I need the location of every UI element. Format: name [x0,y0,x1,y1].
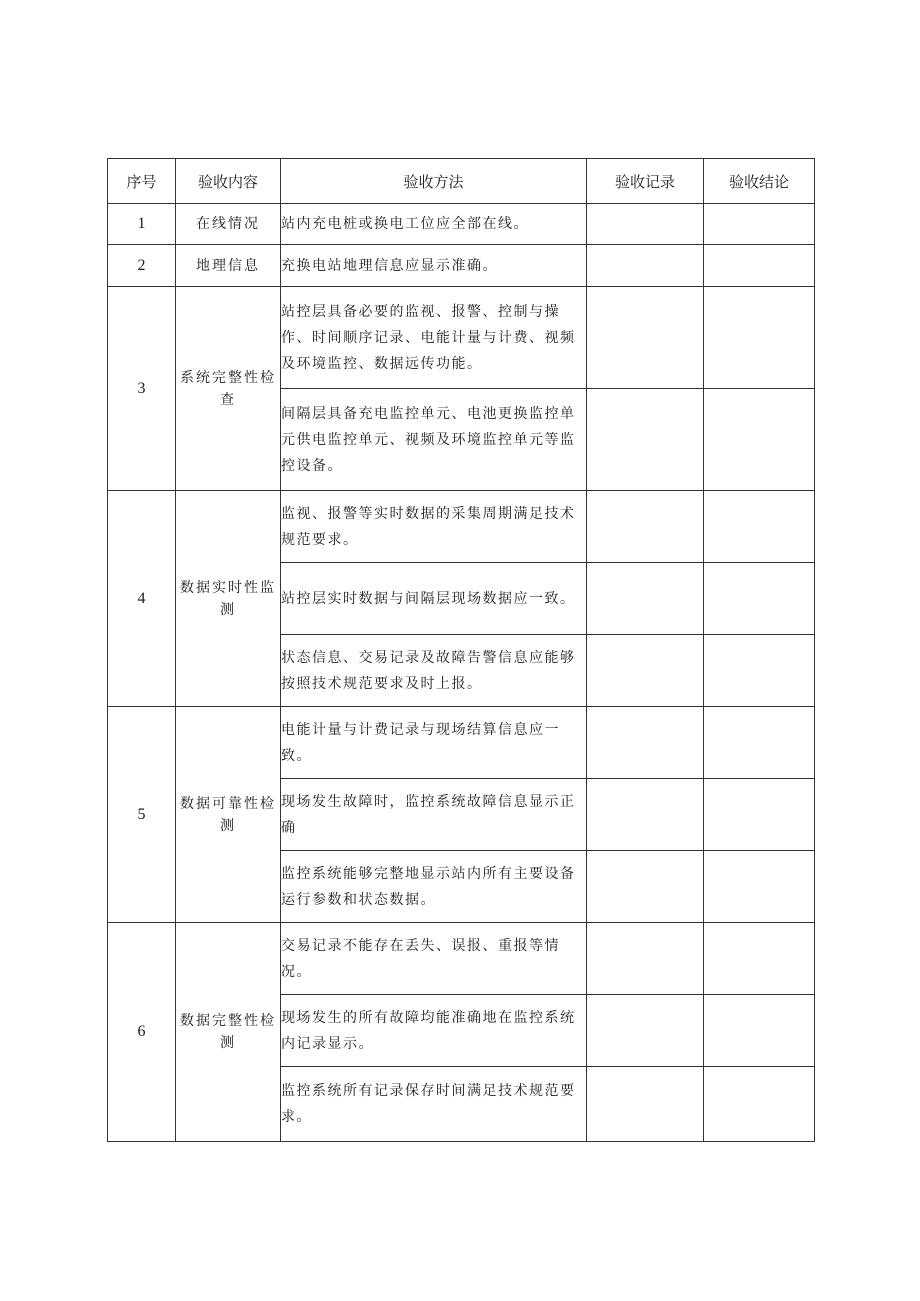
record-cell[interactable] [587,851,704,923]
record-cell[interactable] [587,707,704,779]
row-number: 5 [108,707,176,923]
conclusion-cell[interactable] [704,779,815,851]
conclusion-cell[interactable] [704,563,815,635]
conclusion-cell[interactable] [704,245,815,287]
acceptance-content: 数据完整性检测 [176,923,281,1142]
acceptance-content: 地理信息 [176,245,281,287]
header-record: 验收记录 [587,159,704,204]
acceptance-method: 站内充电桩或换电工位应全部在线。 [281,204,587,245]
acceptance-method: 现场发生的所有故障均能准确地在监控系统内记录显示。 [281,995,587,1067]
row-number: 1 [108,204,176,245]
acceptance-content: 数据可靠性检测 [176,707,281,923]
table-row [108,287,815,389]
record-cell[interactable] [587,287,704,389]
record-cell[interactable] [587,635,704,707]
table-row [108,204,815,245]
conclusion-cell[interactable] [704,923,815,995]
header-no: 序号 [108,159,176,204]
conclusion-cell[interactable] [704,491,815,563]
acceptance-method: 站控层具备必要的监视、报警、控制与操作、时间顺序记录、电能计量与计费、视频及环境监控、数据远传功能。 [281,287,587,389]
acceptance-table [107,158,815,1142]
conclusion-cell[interactable] [704,851,815,923]
record-cell[interactable] [587,779,704,851]
table-row [108,707,815,779]
header-row [108,159,815,204]
record-cell[interactable] [587,1067,704,1142]
acceptance-method: 电能计量与计费记录与现场结算信息应一致。 [281,707,587,779]
acceptance-method: 现场发生故障时，监控系统故障信息显示正确 [281,779,587,851]
conclusion-cell[interactable] [704,287,815,389]
row-number: 3 [108,287,176,491]
conclusion-cell[interactable] [704,389,815,491]
conclusion-cell[interactable] [704,635,815,707]
acceptance-method: 交易记录不能存在丢失、误报、重报等情况。 [281,923,587,995]
row-number: 4 [108,491,176,707]
record-cell[interactable] [587,563,704,635]
acceptance-method: 充换电站地理信息应显示准确。 [281,245,587,287]
conclusion-cell[interactable] [704,707,815,779]
table-row [108,491,815,563]
record-cell[interactable] [587,923,704,995]
conclusion-cell[interactable] [704,1067,815,1142]
acceptance-method: 状态信息、交易记录及故障告警信息应能够按照技术规范要求及时上报。 [281,635,587,707]
table-row [108,923,815,995]
row-number: 2 [108,245,176,287]
record-cell[interactable] [587,204,704,245]
acceptance-method: 监视、报警等实时数据的采集周期满足技术规范要求。 [281,491,587,563]
acceptance-method: 监控系统所有记录保存时间满足技术规范要求。 [281,1067,587,1142]
header-conclusion: 验收结论 [704,159,815,204]
row-number: 6 [108,923,176,1142]
acceptance-method: 监控系统能够完整地显示站内所有主要设备运行参数和状态数据。 [281,851,587,923]
record-cell[interactable] [587,245,704,287]
acceptance-content: 在线情况 [176,204,281,245]
acceptance-method: 间隔层具备充电监控单元、电池更换监控单元供电监控单元、视频及环境监控单元等监控设备。 [281,389,587,491]
table-row [108,245,815,287]
acceptance-method: 站控层实时数据与间隔层现场数据应一致。 [281,563,587,635]
record-cell[interactable] [587,389,704,491]
header-method: 验收方法 [281,159,587,204]
conclusion-cell[interactable] [704,995,815,1067]
acceptance-content: 系统完整性检查 [176,287,281,491]
record-cell[interactable] [587,995,704,1067]
acceptance-content: 数据实时性监测 [176,491,281,707]
header-content: 验收内容 [176,159,281,204]
conclusion-cell[interactable] [704,204,815,245]
record-cell[interactable] [587,491,704,563]
